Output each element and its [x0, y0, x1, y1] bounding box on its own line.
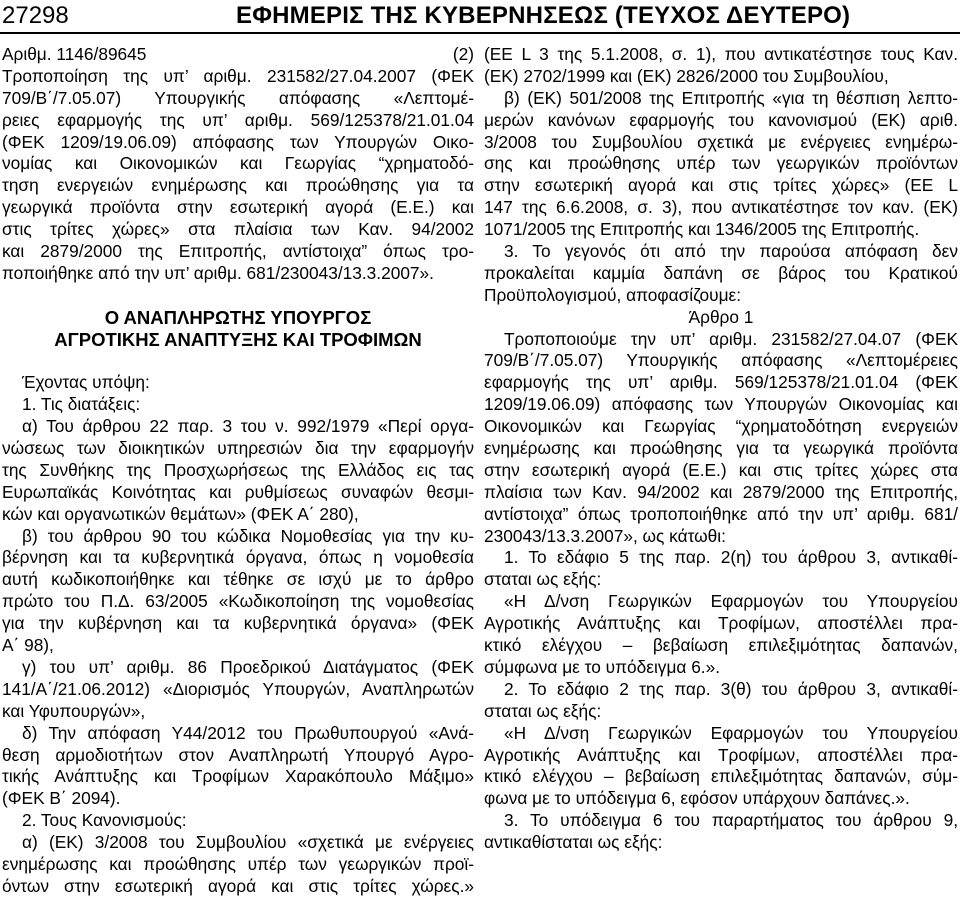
page-header — [0, 0, 960, 38]
text-line: 2. Το εδάφιο 2 της παρ. 3(θ) του άρθρου 3, αντικαθί- — [504, 678, 958, 699]
text-line: κτικό ελέγχου – βεβαίωση επιλεξιμότητας δαπανών, — [484, 635, 958, 656]
decision-count: (2) — [452, 44, 474, 64]
text-line: 2. Τους Κανονισμούς: — [22, 810, 187, 831]
text-line: 141/Α΄/21.06.2012) «Διορισμός Υπουργών, Αναπληρωτών — [2, 678, 474, 699]
text-line: μερών κανόνων εφαρμογής του κανονισμού (ΕΚ) αριθ. — [484, 109, 958, 130]
page-number: 27298 — [2, 2, 69, 29]
text-line: 3/2008 του Συμβουλίου σχετικά με ενέργειες ενημέρω- — [484, 131, 958, 152]
text-line: 1071/2005 της Επιτροπής και 1346/2005 της Επιτροπής. — [484, 219, 920, 240]
text-line: βέρνηση και τα κυβερνητικά όργανα, όπως η νομοθεσία — [2, 547, 474, 568]
text-line: 709/Β΄/7.05.07) Υπουργικής απόφασης «Λεπτομέρειες — [484, 350, 958, 371]
text-line: α) Του άρθρου 22 παρ. 3 του ν. 992/1979 «Περί οργα- — [22, 416, 474, 437]
text-line: κών και οργανωτικών θεμάτων» (ΦΕΚ Α΄ 280), — [2, 503, 359, 524]
text-line: 1209/19.06.09) απόφασης των Υπουργών Οικονομίας και — [484, 394, 958, 415]
text-line: κτικό ελέγχου – βεβαίωση επιλεξιμότητας δαπανών, σύμ- — [484, 766, 958, 787]
text-line: αντίστοιχα” όπως τροποποιήθηκε από την υπ’ αριθμ. 681/ — [484, 503, 958, 524]
text-line: (ΕΕ L 3 της 5.1.2008, σ. 1), που αντικατέστησε τους Καν. — [484, 44, 958, 64]
text-line: β) (ΕΚ) 501/2008 της Επιτροπής «για τη θέσπιση λεπτο- — [504, 87, 958, 108]
text-line: της Συνθήκης της Προσχωρήσεως της Ελλάδος εις τας — [2, 459, 474, 480]
text-line: στην εσωτερική αγορά και στις τρίτες χώρες» (ΕΕ L — [484, 175, 958, 196]
decision-number-line — [2, 44, 474, 66]
text-line: στις τρίτες χώρες» στα πλαίσια των Καν. 94/2002 — [2, 219, 474, 240]
text-line: αντικαθίσταται ως εξής: — [484, 832, 663, 853]
text-line: σταται ως εξής: — [484, 569, 602, 590]
text-line: (ΦΕΚ Β΄ 2094). — [2, 788, 121, 809]
text-line: νώσεως των διοικητικών υπηρεσιών δια την εφαρμογήν — [2, 438, 474, 459]
text-line: σταται ως εξής: — [484, 700, 602, 721]
text-line: σης και προώθησης υπέρ των γεωργικών προϊόντων — [484, 153, 958, 174]
text-line: 709/Β΄/7.05.07) Υπουργικής απόφασης «Λεπτομέ- — [2, 87, 474, 108]
text-line: Ευρωπαϊκάς Κοινότητας και ρυθμίσεως συναφών θεσμι- — [2, 481, 474, 502]
text-line: γεωργικά προϊόντα στην εσωτερική αγορά (Ε.Ε.) και — [2, 197, 474, 218]
text-line: πρώτο του Π.Δ. 63/2005 «Κωδικοποίηση της νομοθεσίας — [2, 591, 474, 612]
text-line: α) (ΕΚ) 3/2008 του Συμβουλίου «σχετικά με ενέργειες — [22, 832, 474, 853]
text-line — [2, 350, 474, 372]
text-line: δ) Την απόφαση Υ44/2012 του Πρωθυπουργού «Ανά- — [22, 722, 474, 743]
text-line: τηση ενεργειών ενημέρωσης και προώθησης για τα — [2, 175, 474, 196]
text-line: πλαίσια των Καν. 94/2002 και 2879/2000 της Επιτροπής, — [484, 481, 958, 502]
text-line: 1. Τις διατάξεις: — [22, 394, 141, 415]
decision-number: Αριθμ. 1146/89645 — [2, 44, 147, 64]
text-line: τικής Ανάπτυξης και Τροφίμων Χαρακόπουλο Μάξιμο» — [2, 766, 474, 787]
text-line: φωνα με το υπόδειγμα 6, εφόσον υπάρχουν δαπάνες.». — [484, 788, 910, 809]
text-line: γ) του υπ’ αριθμ. 86 Προεδρικού Διατάγματος (ΦΕΚ — [22, 656, 474, 677]
text-line: Τροποποίηση της υπ’ αριθμ. 231582/27.04.2007 (ΦΕΚ — [2, 65, 474, 86]
text-line: όντων στην εσωτερική αγορά και στις τρίτες χώρες.» — [2, 875, 474, 896]
text-line: Άρθρο 1 — [688, 306, 754, 327]
text-line: Έχοντας υπόψη: — [22, 372, 150, 393]
text-line: προκαλείται καμμία δαπάνη σε βάρος του Κρατικού — [484, 262, 958, 283]
text-line: για την κυβέρνηση και τα κυβερνητικά όργανα» (ΦΕΚ — [2, 613, 474, 634]
text-line: Τροποποιούμε την υπ’ αριθμ. 231582/27.04.07 (ΦΕΚ — [504, 328, 958, 349]
gazette-title: ΕΦΗΜΕΡΙΣ ΤΗΣ ΚΥΒΕΡΝΗΣΕΩΣ (ΤΕΥΧΟΣ ΔΕΥΤΕΡΟ) — [236, 2, 851, 29]
text-line: 1. Το εδάφιο 5 της παρ. 2(η) του άρθρου 3, αντικαθί- — [504, 547, 958, 568]
right-column — [484, 44, 958, 854]
text-line: ενημέρωσης και προώθησης για τα γεωργικά προϊόντα — [484, 438, 958, 459]
text-line: «Η Δ/νση Γεωργικών Εφαρμογών του Υπουργείου — [504, 722, 958, 743]
text-line: ενημέρωσης και προώθησης υπέρ των γεωργικών προϊ- — [2, 853, 474, 874]
text-line: 147 της 6.6.2008, σ. 3), που αντικατέστησε τον καν. (ΕΚ) — [484, 197, 958, 218]
text-line: νομίας και Οικονομικών και Γεωργίας “χρηματοδό- — [2, 153, 474, 174]
text-line: (ΕΚ) 2702/1999 και (ΕΚ) 2826/2000 του Συμβουλίου, — [484, 65, 889, 86]
text-line: Α΄ 98), — [2, 635, 54, 656]
text-line: 3. Το γεγονός ότι από την παρούσα απόφαση δεν — [504, 241, 958, 262]
text-line — [2, 285, 474, 307]
text-line: «Η Δ/νση Γεωργικών Εφαρμογών του Υπουργείου — [504, 591, 958, 612]
text-line: Προϋπολογισμού, αποφασίζουμε: — [484, 284, 742, 305]
text-line: Οικονομικών και Γεωργίας “χρηματοδότηση ενεργειών — [484, 416, 958, 437]
text-line: και 2879/2000 της Επιτροπής, αντίστοιχα” όπως τρο- — [2, 241, 474, 262]
text-line: σύμφωνα με το υπόδειγμα 6.». — [484, 656, 721, 677]
text-line: ποποιήθηκε από την υπ’ αριθμ. 681/230043/13.3.2007». — [2, 262, 434, 283]
text-line: 230043/13.3.2007», ως κάτωθι: — [484, 525, 726, 546]
text-line: θεση αρμοδιοτήτων στον Αναπληρωτή Υπουργό Αγρο- — [2, 744, 474, 765]
text-line: Ο ΑΝΑΠΛΗΡΩΤΗΣ ΥΠΟΥΡΓΟΣ — [104, 306, 372, 328]
text-line: και Υφυπουργών», — [2, 700, 146, 721]
text-line: εφαρμογής της υπ’ αριθμ. 569/125378/21.01.04 (ΦΕΚ — [484, 372, 958, 393]
text-line: Αγροτικής Ανάπτυξης και Τροφίμων, αποστέλλει πρα- — [484, 613, 958, 634]
text-line: 3. Το υπόδειγμα 6 του παραρτήματος του άρθρου 9, — [504, 810, 958, 831]
text-line: (ΦΕΚ 1209/19.06.09) απόφασης των Υπουργών Οικο- — [2, 131, 474, 152]
text-line: Αγροτικής Ανάπτυξης και Τροφίμων, αποστέλλει πρα- — [484, 744, 958, 765]
text-line: ΑΓΡΟΤΙΚΗΣ ΑΝΑΠΤΥΞΗΣ ΚΑΙ ΤΡΟΦΙΜΩΝ — [54, 328, 422, 350]
text-line: ρειες εφαρμογής της υπ’ αριθμ. 569/125378/21.01.04 — [2, 109, 474, 130]
text-line: β) του άρθρου 90 του κώδικα Νομοθεσίας για την κυ- — [22, 525, 474, 546]
left-column — [2, 44, 474, 898]
header-divider — [0, 32, 960, 34]
text-line: αυτή κωδικοποιήθηκε και τέθηκε σε ισχύ με το άρθρο — [2, 569, 474, 590]
text-line: στην εσωτερική αγορά (Ε.Ε.) και στις τρίτες χώρες στα — [484, 459, 958, 480]
